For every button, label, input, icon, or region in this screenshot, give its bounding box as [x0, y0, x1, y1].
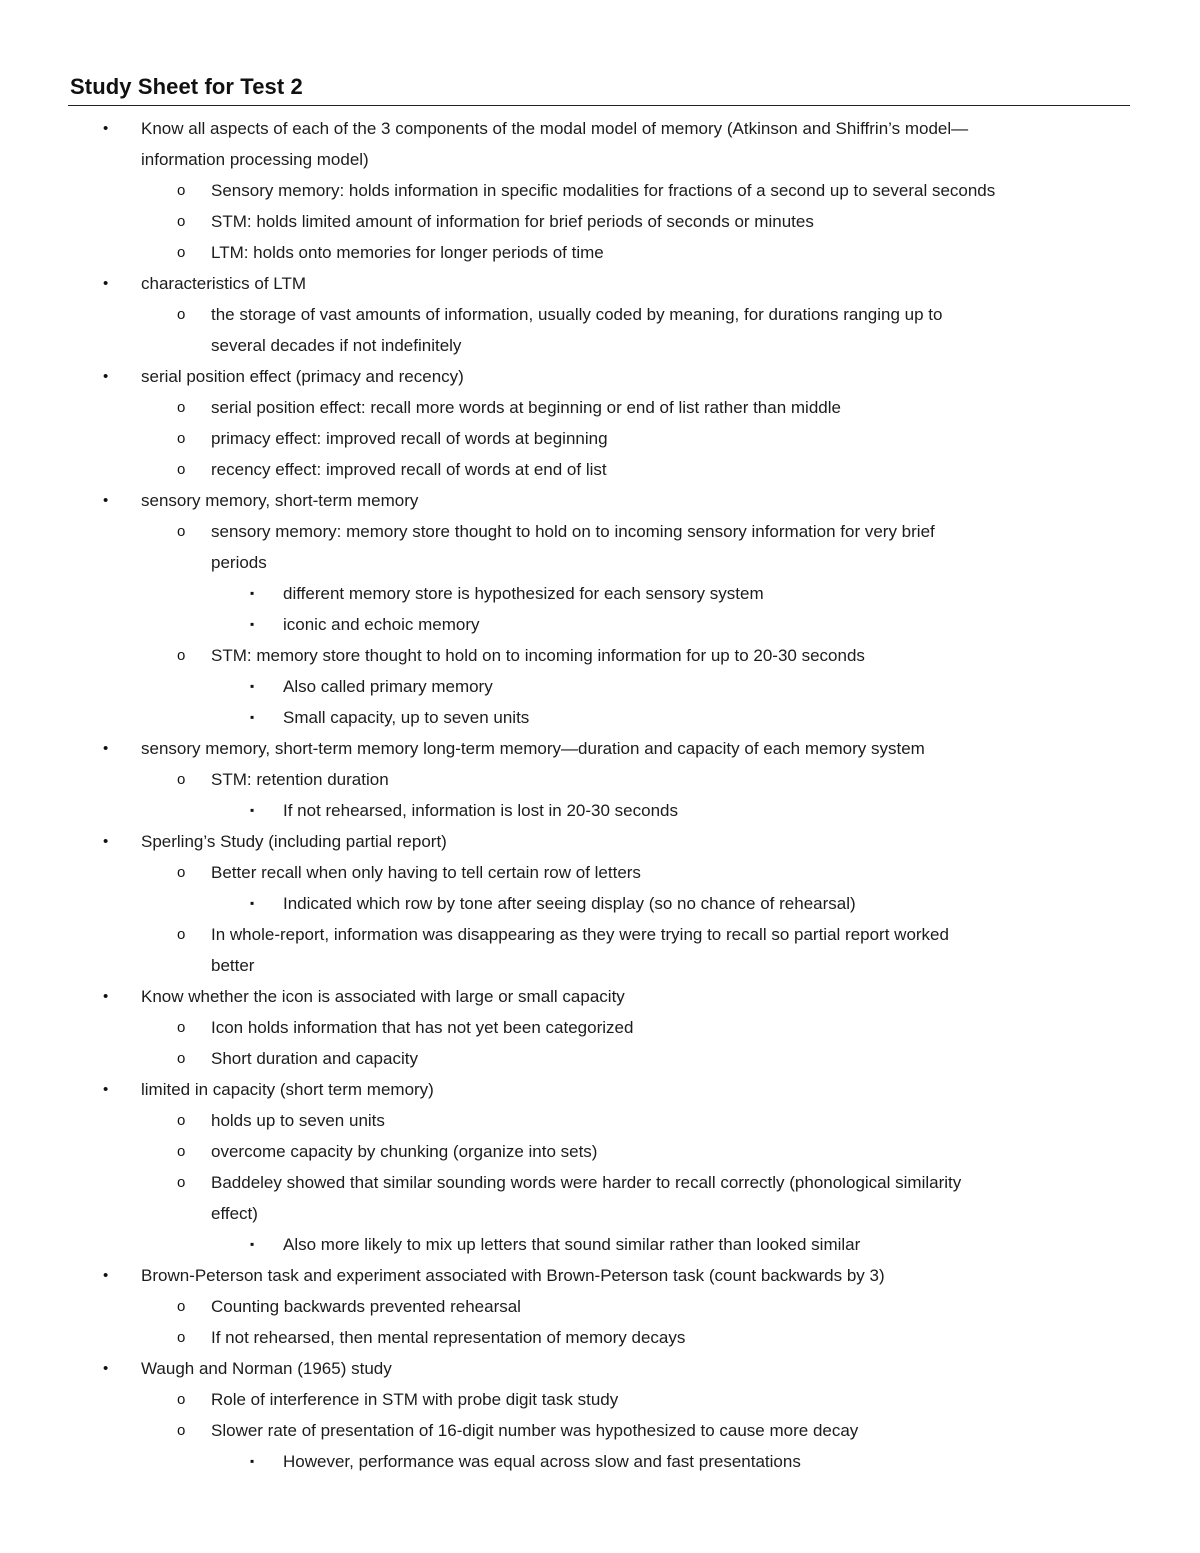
- outline-line: [0, 857, 1200, 888]
- outline-line-text: STM: holds limited amount of information for brief periods of seconds or minutes: [211, 212, 814, 231]
- outline-line: [0, 1384, 1200, 1415]
- square-bullet-icon: ▪: [250, 679, 255, 693]
- title-underline: [68, 105, 1130, 106]
- outline-line-text: Know whether the icon is associated with large or small capacity: [141, 987, 625, 1006]
- circle-bullet-icon: o: [177, 1422, 186, 1439]
- outline-line: [0, 609, 1200, 640]
- outline-line-text: Short duration and capacity: [211, 1049, 418, 1068]
- outline-line: [0, 702, 1200, 733]
- outline-line: [0, 1260, 1200, 1291]
- outline-line-text: Brown-Peterson task and experiment associated with Brown-Peterson task (count backwards by 3): [141, 1266, 885, 1285]
- outline-line: [0, 1291, 1200, 1322]
- circle-bullet-icon: o: [177, 647, 186, 664]
- outline-line: [0, 826, 1200, 857]
- outline-line: [0, 1074, 1200, 1105]
- outline-line: [0, 733, 1200, 764]
- outline-line: [0, 1043, 1200, 1074]
- outline-line: [0, 1415, 1200, 1446]
- page-title: Study Sheet for Test 2: [70, 74, 303, 99]
- outline-line-text: If not rehearsed, then mental representation of memory decays: [211, 1328, 686, 1347]
- outline-line: [0, 423, 1200, 454]
- bullet-icon: •: [103, 988, 109, 1005]
- outline-list: [0, 113, 1200, 1477]
- outline-line: [0, 485, 1200, 516]
- outline-line-text: primacy effect: improved recall of words at beginning: [211, 429, 608, 448]
- outline-line: [0, 237, 1200, 268]
- outline-line: [0, 299, 1200, 330]
- outline-line: [0, 950, 1200, 981]
- square-bullet-icon: ▪: [250, 1454, 255, 1468]
- outline-line: [0, 330, 1200, 361]
- outline-line: [0, 516, 1200, 547]
- bullet-icon: •: [103, 1081, 109, 1098]
- outline-line: [0, 1198, 1200, 1229]
- outline-line: [0, 361, 1200, 392]
- square-bullet-icon: ▪: [250, 1237, 255, 1251]
- outline-line: [0, 1167, 1200, 1198]
- circle-bullet-icon: o: [177, 306, 186, 323]
- outline-line: [0, 144, 1200, 175]
- outline-line: [0, 919, 1200, 950]
- square-bullet-icon: ▪: [250, 896, 255, 910]
- outline-line-text: sensory memory, short-term memory: [141, 491, 419, 510]
- square-bullet-icon: ▪: [250, 710, 255, 724]
- outline-line-text: recency effect: improved recall of words at end of list: [211, 460, 607, 479]
- outline-line: [0, 206, 1200, 237]
- outline-line-text: better: [211, 956, 255, 975]
- outline-line-text: LTM: holds onto memories for longer periods of time: [211, 243, 604, 262]
- outline-line: [0, 1446, 1200, 1477]
- outline-line: [0, 1353, 1200, 1384]
- circle-bullet-icon: o: [177, 399, 186, 416]
- bullet-icon: •: [103, 833, 109, 850]
- outline-line-text: Better recall when only having to tell certain row of letters: [211, 863, 641, 882]
- circle-bullet-icon: o: [177, 182, 186, 199]
- outline-line: [0, 1012, 1200, 1043]
- circle-bullet-icon: o: [177, 1050, 186, 1067]
- outline-line-text: However, performance was equal across slow and fast presentations: [283, 1452, 801, 1471]
- outline-line-text: sensory memory, short-term memory long-term memory—duration and capacity of each memory system: [141, 739, 925, 758]
- outline-line-text: Waugh and Norman (1965) study: [141, 1359, 392, 1378]
- outline-line: [0, 175, 1200, 206]
- outline-line-text: serial position effect (primacy and recency): [141, 367, 464, 386]
- outline-line: [0, 1105, 1200, 1136]
- bullet-icon: •: [103, 368, 109, 385]
- circle-bullet-icon: o: [177, 523, 186, 540]
- circle-bullet-icon: o: [177, 1112, 186, 1129]
- outline-line: [0, 1322, 1200, 1353]
- outline-line-text: Icon holds information that has not yet been categorized: [211, 1018, 634, 1037]
- outline-line: [0, 1136, 1200, 1167]
- circle-bullet-icon: o: [177, 864, 186, 881]
- circle-bullet-icon: o: [177, 771, 186, 788]
- outline-line: [0, 981, 1200, 1012]
- circle-bullet-icon: o: [177, 1329, 186, 1346]
- outline-line: [0, 578, 1200, 609]
- outline-line-text: Indicated which row by tone after seeing display (so no chance of rehearsal): [283, 894, 856, 913]
- square-bullet-icon: ▪: [250, 586, 255, 600]
- circle-bullet-icon: o: [177, 1391, 186, 1408]
- outline-line-text: STM: memory store thought to hold on to incoming information for up to 20-30 seconds: [211, 646, 865, 665]
- bullet-icon: •: [103, 120, 109, 137]
- outline-line-text: Role of interference in STM with probe digit task study: [211, 1390, 619, 1409]
- bullet-icon: •: [103, 275, 109, 292]
- circle-bullet-icon: o: [177, 430, 186, 447]
- outline-line: [0, 454, 1200, 485]
- outline-line: [0, 1229, 1200, 1260]
- outline-line-text: Small capacity, up to seven units: [283, 708, 530, 727]
- outline-line: [0, 640, 1200, 671]
- outline-line-text: limited in capacity (short term memory): [141, 1080, 434, 1099]
- circle-bullet-icon: o: [177, 926, 186, 943]
- outline-line-text: If not rehearsed, information is lost in 20-30 seconds: [283, 801, 678, 820]
- outline-line-text: Sensory memory: holds information in specific modalities for fractions of a second up to several seconds: [211, 181, 996, 200]
- outline-line: [0, 888, 1200, 919]
- circle-bullet-icon: o: [177, 1174, 186, 1191]
- bullet-icon: •: [103, 1267, 109, 1284]
- circle-bullet-icon: o: [177, 244, 186, 261]
- outline-line: [0, 268, 1200, 299]
- circle-bullet-icon: o: [177, 213, 186, 230]
- outline-line-text: serial position effect: recall more words at beginning or end of list rather than middle: [211, 398, 841, 417]
- outline-line-text: overcome capacity by chunking (organize into sets): [211, 1142, 598, 1161]
- outline-line-text: iconic and echoic memory: [283, 615, 480, 634]
- outline-line-text: characteristics of LTM: [141, 274, 307, 293]
- outline-line-text: Know all aspects of each of the 3 components of the modal model of memory (Atkinson and Shiffrin’s model—: [141, 119, 969, 138]
- bullet-icon: •: [103, 1360, 109, 1377]
- outline-line-text: Sperling’s Study (including partial report): [141, 832, 447, 851]
- circle-bullet-icon: o: [177, 1298, 186, 1315]
- circle-bullet-icon: o: [177, 1143, 186, 1160]
- square-bullet-icon: ▪: [250, 617, 255, 631]
- outline-line-text: Also more likely to mix up letters that sound similar rather than looked similar: [283, 1235, 861, 1254]
- outline-line: [0, 795, 1200, 826]
- outline-line-text: Baddeley showed that similar sounding words were harder to recall correctly (phonological similarity: [211, 1173, 962, 1192]
- bullet-icon: •: [103, 740, 109, 757]
- outline-line-text: holds up to seven units: [211, 1111, 385, 1130]
- outline-line-text: periods: [211, 553, 267, 572]
- outline-line-text: information processing model): [141, 150, 369, 169]
- outline-line-text: Slower rate of presentation of 16-digit number was hypothesized to cause more decay: [211, 1421, 859, 1440]
- bullet-icon: •: [103, 492, 109, 509]
- outline-line-text: In whole-report, information was disappearing as they were trying to recall so partial report worked: [211, 925, 949, 944]
- outline-line-text: sensory memory: memory store thought to hold on to incoming sensory information for very brief: [211, 522, 935, 541]
- outline-line: [0, 113, 1200, 144]
- outline-line-text: several decades if not indefinitely: [211, 336, 462, 355]
- outline-line: [0, 392, 1200, 423]
- circle-bullet-icon: o: [177, 461, 186, 478]
- outline-line-text: effect): [211, 1204, 258, 1223]
- outline-line: [0, 764, 1200, 795]
- outline-line-text: different memory store is hypothesized for each sensory system: [283, 584, 764, 603]
- outline-line-text: the storage of vast amounts of information, usually coded by meaning, for durations ranging up to: [211, 305, 943, 324]
- square-bullet-icon: ▪: [250, 803, 255, 817]
- outline-line: [0, 547, 1200, 578]
- outline-line-text: Also called primary memory: [283, 677, 493, 696]
- circle-bullet-icon: o: [177, 1019, 186, 1036]
- outline-line: [0, 671, 1200, 702]
- outline-line-text: STM: retention duration: [211, 770, 389, 789]
- outline-line-text: Counting backwards prevented rehearsal: [211, 1297, 521, 1316]
